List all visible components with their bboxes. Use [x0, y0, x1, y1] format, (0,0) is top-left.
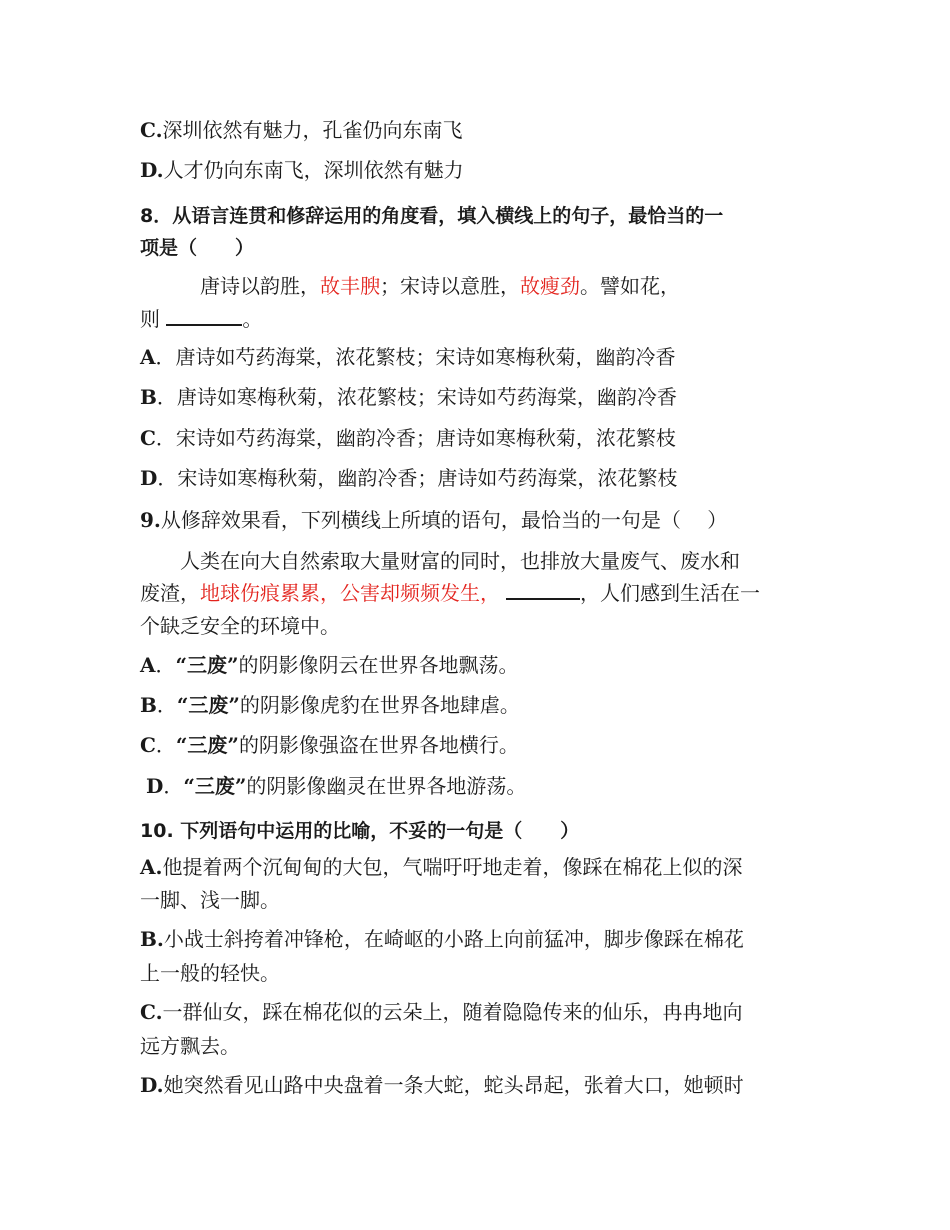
option-letter: D [140, 466, 158, 490]
quoted-term: “三废” [175, 733, 239, 757]
passage-text: 唐诗以韵胜， [200, 274, 320, 298]
option-text: 深圳依然有魅力，孔雀仍向东南飞 [162, 118, 463, 142]
option-letter: C. [140, 118, 163, 142]
option-letter: D. [140, 1073, 164, 1097]
option-text: 人才仍向东南飞，深圳依然有魅力 [163, 158, 464, 182]
q10-option-a-line1 [140, 853, 820, 881]
q9-passage-line2 [140, 578, 820, 607]
option-text: 的阴影像幽灵在世界各地游荡。 [246, 774, 527, 798]
q8-title-line2: 项是（ ） [140, 237, 255, 259]
q8-passage-line1 [140, 272, 880, 300]
option-text: ．宋诗如芍药海棠，幽韵冷香；唐诗如寒梅秋菊，浓花繁枝 [155, 426, 676, 450]
option-letter: C [140, 426, 156, 450]
q10-title: 10. 下列语句中运用的比喻，不妥的一句是（ ） [140, 820, 580, 842]
passage-text: ，人们感到生活在一 [580, 581, 760, 605]
q10-option-c-line2: 远方飘去。 [140, 1034, 240, 1058]
option-letter: C [140, 733, 156, 757]
q9-option-d [146, 772, 826, 800]
q8-option-c [140, 424, 820, 452]
q8-option-a [140, 343, 820, 371]
option-letter: B [140, 385, 157, 409]
option-text: 的阴影像强盗在世界各地横行。 [238, 733, 519, 757]
option-letter: B [140, 693, 157, 717]
option-letter: A [140, 653, 156, 677]
q7-option-d [140, 156, 820, 184]
option-text: ．唐诗如寒梅秋菊，浓花繁枝；宋诗如芍药海棠，幽韵冷香 [156, 385, 677, 409]
quoted-term: “三废” [183, 774, 247, 798]
option-text: 一群仙女，踩在棉花似的云朵上，随着隐隐传来的仙乐，冉冉地向 [162, 1000, 743, 1024]
q8-title-line1: 8．从语言连贯和修辞运用的角度看，填入横线上的句子，最恰当的一 [140, 205, 724, 227]
q10-option-a-line2: 一脚、浅一脚。 [140, 888, 280, 912]
q10-option-b-line1 [140, 925, 820, 953]
option-text: ．唐诗如芍药海棠，浓花繁枝；宋诗如寒梅秋菊，幽韵冷香 [155, 345, 676, 369]
highlight-text: 故丰腴 [320, 274, 380, 298]
option-separator: ． [155, 733, 176, 757]
option-separator: ． [155, 653, 176, 677]
quoted-term: “三废” [175, 653, 239, 677]
option-letter: B. [140, 927, 164, 951]
highlight-text: 地球伤痕累累，公害却频频发生， [200, 581, 500, 605]
passage-text: 。 [242, 307, 263, 331]
q9-passage-line3: 个缺乏安全的环境中。 [140, 614, 340, 638]
option-text: 的阴影像虎豹在世界各地肆虐。 [239, 693, 520, 717]
q9-title [140, 506, 820, 534]
option-text: 她突然看见山路中央盘着一条大蛇，蛇头昂起，张着大口，她顿时 [163, 1073, 744, 1097]
question-number: 9. [140, 508, 161, 532]
fill-blank [166, 304, 242, 326]
fill-blank [506, 578, 580, 600]
q9-option-b [140, 691, 820, 719]
q10-option-c-line1 [140, 998, 820, 1026]
option-letter: C. [140, 1000, 163, 1024]
option-letter: D. [140, 158, 164, 182]
option-letter: A. [140, 855, 163, 879]
option-text: 他提着两个沉甸甸的大包，气喘吁吁地走着，像踩在棉花上似的深 [162, 855, 743, 879]
q8-option-d [140, 464, 820, 492]
option-separator: ． [163, 774, 184, 798]
q10-option-d-line1 [140, 1071, 820, 1099]
q10-option-b-line2: 上一般的轻快。 [140, 961, 280, 985]
passage-text: 则 [140, 307, 167, 331]
option-text: ．宋诗如寒梅秋菊，幽韵冷香；唐诗如芍药海棠，浓花繁枝 [157, 466, 678, 490]
option-letter: D [146, 774, 164, 798]
option-text: 的阴影像阴云在世界各地飘荡。 [238, 653, 519, 677]
highlight-text: 故瘦劲 [520, 274, 580, 298]
q9-option-c [140, 731, 820, 759]
passage-text: ；宋诗以意胜， [380, 274, 520, 298]
passage-text: 废渣， [140, 581, 200, 605]
option-letter: A [140, 345, 156, 369]
q8-option-b [140, 383, 820, 411]
q9-passage-line1: 人类在向大自然索取大量财富的同时，也排放大量废气、废水和 [180, 549, 740, 573]
option-separator: ． [156, 693, 177, 717]
passage-text: 。譬如花， [580, 274, 680, 298]
question-text: 从修辞效果看，下列横线上所填的语句，最恰当的一句是（ ） [160, 508, 728, 532]
quoted-term: “三废” [176, 693, 240, 717]
q9-option-a [140, 651, 820, 679]
q7-option-c [140, 116, 820, 144]
q8-passage-line2 [140, 304, 820, 333]
option-text: 小战士斜挎着冲锋枪，在崎岖的小路上向前猛冲，脚步像踩在棉花 [163, 927, 744, 951]
